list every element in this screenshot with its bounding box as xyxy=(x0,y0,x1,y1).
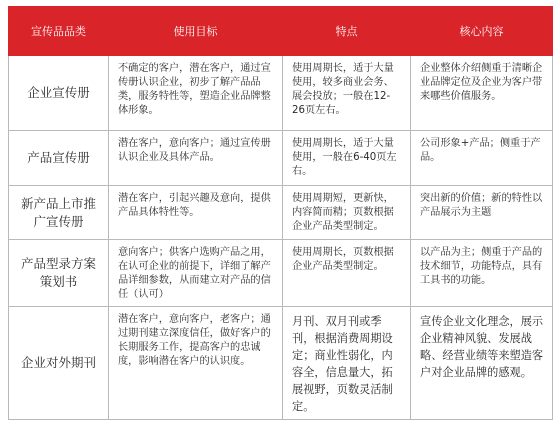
cell-category: 企业宣传册 xyxy=(9,56,109,131)
cell-target: 潜在客户，引起兴趣及意向，提供产品具体特性等。 xyxy=(109,186,283,240)
promo-materials-table xyxy=(8,6,553,420)
table-row xyxy=(9,186,553,240)
cell-content: 企业整体介绍侧重于清晰企业品牌定位及企业为客户带来哪些价值服务。 xyxy=(411,56,553,131)
cell-target: 不确定的客户，潜在客户，通过宣传册认识企业，初步了解产品品类，服务特性等，塑造企业品牌整体形象。 xyxy=(109,56,283,131)
cell-features: 使用周期长，适于大量使用，一般在6-40页左右。 xyxy=(283,131,411,186)
cell-content: 宣传企业文化理念，展示企业精神风貌、发展战略、经营业绩等来塑造客户对企业品牌的感观。 xyxy=(411,307,553,420)
cell-target: 潜在客户，意向客户；通过宣传册认识企业及具体产品。 xyxy=(109,131,283,186)
table-row xyxy=(9,131,553,186)
cell-category: 企业对外期刊 xyxy=(9,307,109,420)
header-row xyxy=(9,7,553,56)
cell-content: 以产品为主；侧重于产品的技术细节，功能特点，具有工具书的功能。 xyxy=(411,240,553,307)
comparison-table-wrapper xyxy=(8,6,552,416)
header-target: 使用目标 xyxy=(109,7,283,56)
table-body xyxy=(9,56,553,420)
cell-target: 意向客户；供客户选购产品之用，在认可企业的前提下，详细了解产品详细参数，从而建立对产品的信任（认可） xyxy=(109,240,283,307)
cell-category: 产品型录方案策划书 xyxy=(9,240,109,307)
cell-content: 突出新的价值；新的特性以产品展示为主题 xyxy=(411,186,553,240)
header-category: 宣传品品类 xyxy=(9,7,109,56)
table-row xyxy=(9,56,553,131)
header-features: 特点 xyxy=(283,7,411,56)
cell-features: 使用周期长，页数根据企业产品类型制定。 xyxy=(283,240,411,307)
table-row xyxy=(9,240,553,307)
cell-target: 潜在客户，意向客户，老客户；通过期刊建立深度信任，做好客户的长期服务工作，提高客户的忠诚度，影响潜在客户的认识度。 xyxy=(109,307,283,420)
cell-features: 使用周期长，适于大量使用，较多商业会务、展会投放；一般在12-26页左右。 xyxy=(283,56,411,131)
table-header xyxy=(9,7,553,56)
cell-content: 公司形象+产品；侧重于产品。 xyxy=(411,131,553,186)
cell-category: 产品宣传册 xyxy=(9,131,109,186)
cell-features: 月刊、双月刊或季刊，根据消费周期设定；商业性弱化，内容全，信息量大，拓展视野，页数灵活制定。 xyxy=(283,307,411,420)
header-content: 核心内容 xyxy=(411,7,553,56)
cell-category: 新产品上市推广宣传册 xyxy=(9,186,109,240)
table-row xyxy=(9,307,553,420)
cell-features: 使用周期短，更新快，内容简而精；页数根据企业产品类型制定。 xyxy=(283,186,411,240)
